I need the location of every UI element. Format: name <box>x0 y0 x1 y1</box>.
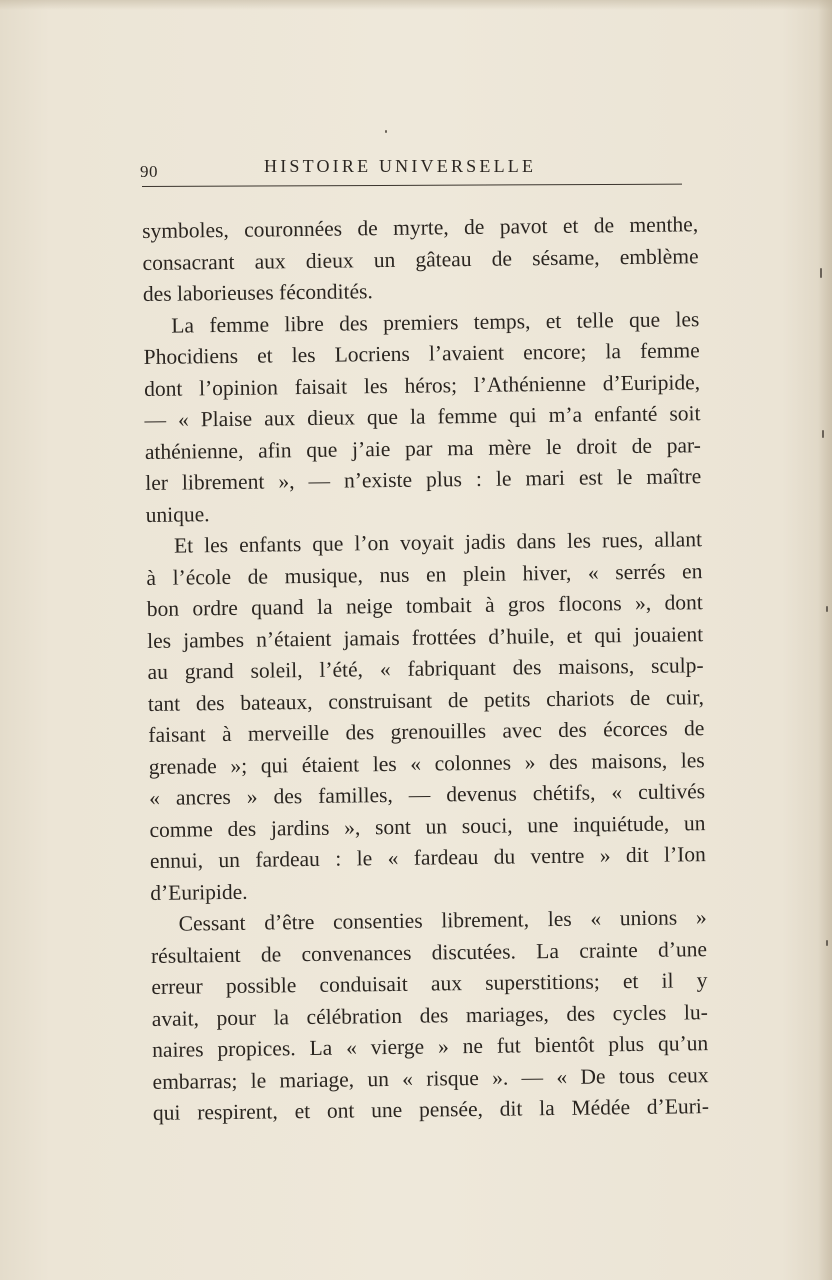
paragraph <box>150 902 709 1129</box>
text-line: symboles, couronnées de myrte, de pavot et de menthe, <box>142 212 699 243</box>
text-line: ennui, un fardeau : le « fardeau du ventre » dit l’Ion <box>149 842 706 873</box>
text-line: grenade »; qui étaient les « colonnes » des maisons, les <box>148 747 705 779</box>
text-line: des laborieuses fécondités. <box>142 279 373 306</box>
edge-mark <box>826 606 828 612</box>
edge-mark <box>822 430 824 438</box>
page-right-edge-shadow <box>818 0 832 1280</box>
text-line: « ancres » des familles, — devenus chétifs, « cultivés <box>148 779 706 810</box>
text-line: d’Euripide. <box>150 879 248 905</box>
page-number: 90 <box>140 162 158 181</box>
text-line: unique. <box>145 501 210 527</box>
text-line: athénienne, afin que j’aie par ma mère le droit de par- <box>144 432 701 464</box>
text-line: tant des bateaux, construisant de petits chariots de cuir, <box>147 684 705 716</box>
text-line: consacrant aux dieux un gâteau de sésame, emblème <box>142 243 699 275</box>
text-line: Et les enfants que l’on voyait jadis dans les rues, allant <box>173 527 703 558</box>
edge-mark <box>826 940 828 946</box>
text-line: avait, pour la célébration des mariages, des cycles lu- <box>151 999 708 1031</box>
text-line: Phocidiens et les Locriens l’avaient encore; la femme <box>143 338 700 369</box>
text-line: à l’école de musique, nus en plein hiver, « serrés en <box>146 558 703 590</box>
paragraph <box>146 524 707 909</box>
body-text <box>142 209 709 1129</box>
text-line: naires propices. La « vierge » ne fut bientôt plus qu’un <box>152 1031 709 1062</box>
text-line: La femme libre des premiers temps, et telle que les <box>171 306 700 338</box>
text-line: embarras; le mariage, un « risque ». — « De tous ceux <box>152 1062 709 1094</box>
running-head: HISTOIRE UNIVERSELLE <box>264 156 537 176</box>
text-line: erreur possible conduisait aux superstitions; et il y <box>151 968 708 999</box>
text-line: Cessant d’être consenties librement, les « unions » <box>178 905 707 936</box>
edge-mark <box>820 268 822 278</box>
paragraph <box>143 304 702 531</box>
text-line: au grand soleil, l’été, « fabriquant des maisons, sculp- <box>147 653 704 684</box>
paper-speck <box>385 130 387 133</box>
text-line: qui respirent, et ont une pensée, dit la Médée d’Euri- <box>152 1094 710 1125</box>
text-line: bon ordre quand la neige tombait à gros flocons », dont <box>146 590 703 621</box>
text-line: faisant à merveille des grenouilles avec des écorces de <box>148 716 705 747</box>
paragraph <box>142 209 699 310</box>
page-top-edge-shadow <box>0 0 832 10</box>
text-line: — « Plaise aux dieux que la femme qui m’a enfanté soit <box>144 401 701 432</box>
text-line: les jambes n’étaient jamais frottées d’huile, et qui jouaient <box>147 621 704 653</box>
text-line: dont l’opinion faisait les héros; l’Athénienne d’Euripide, <box>143 369 701 401</box>
text-line: comme des jardins », sont un souci, une inquiétude, un <box>149 810 706 842</box>
text-line: résultaient de convenances discutées. La crainte d’une <box>150 936 708 968</box>
text-line: ler librement », — n’existe plus : le mari est le maître <box>145 464 702 495</box>
